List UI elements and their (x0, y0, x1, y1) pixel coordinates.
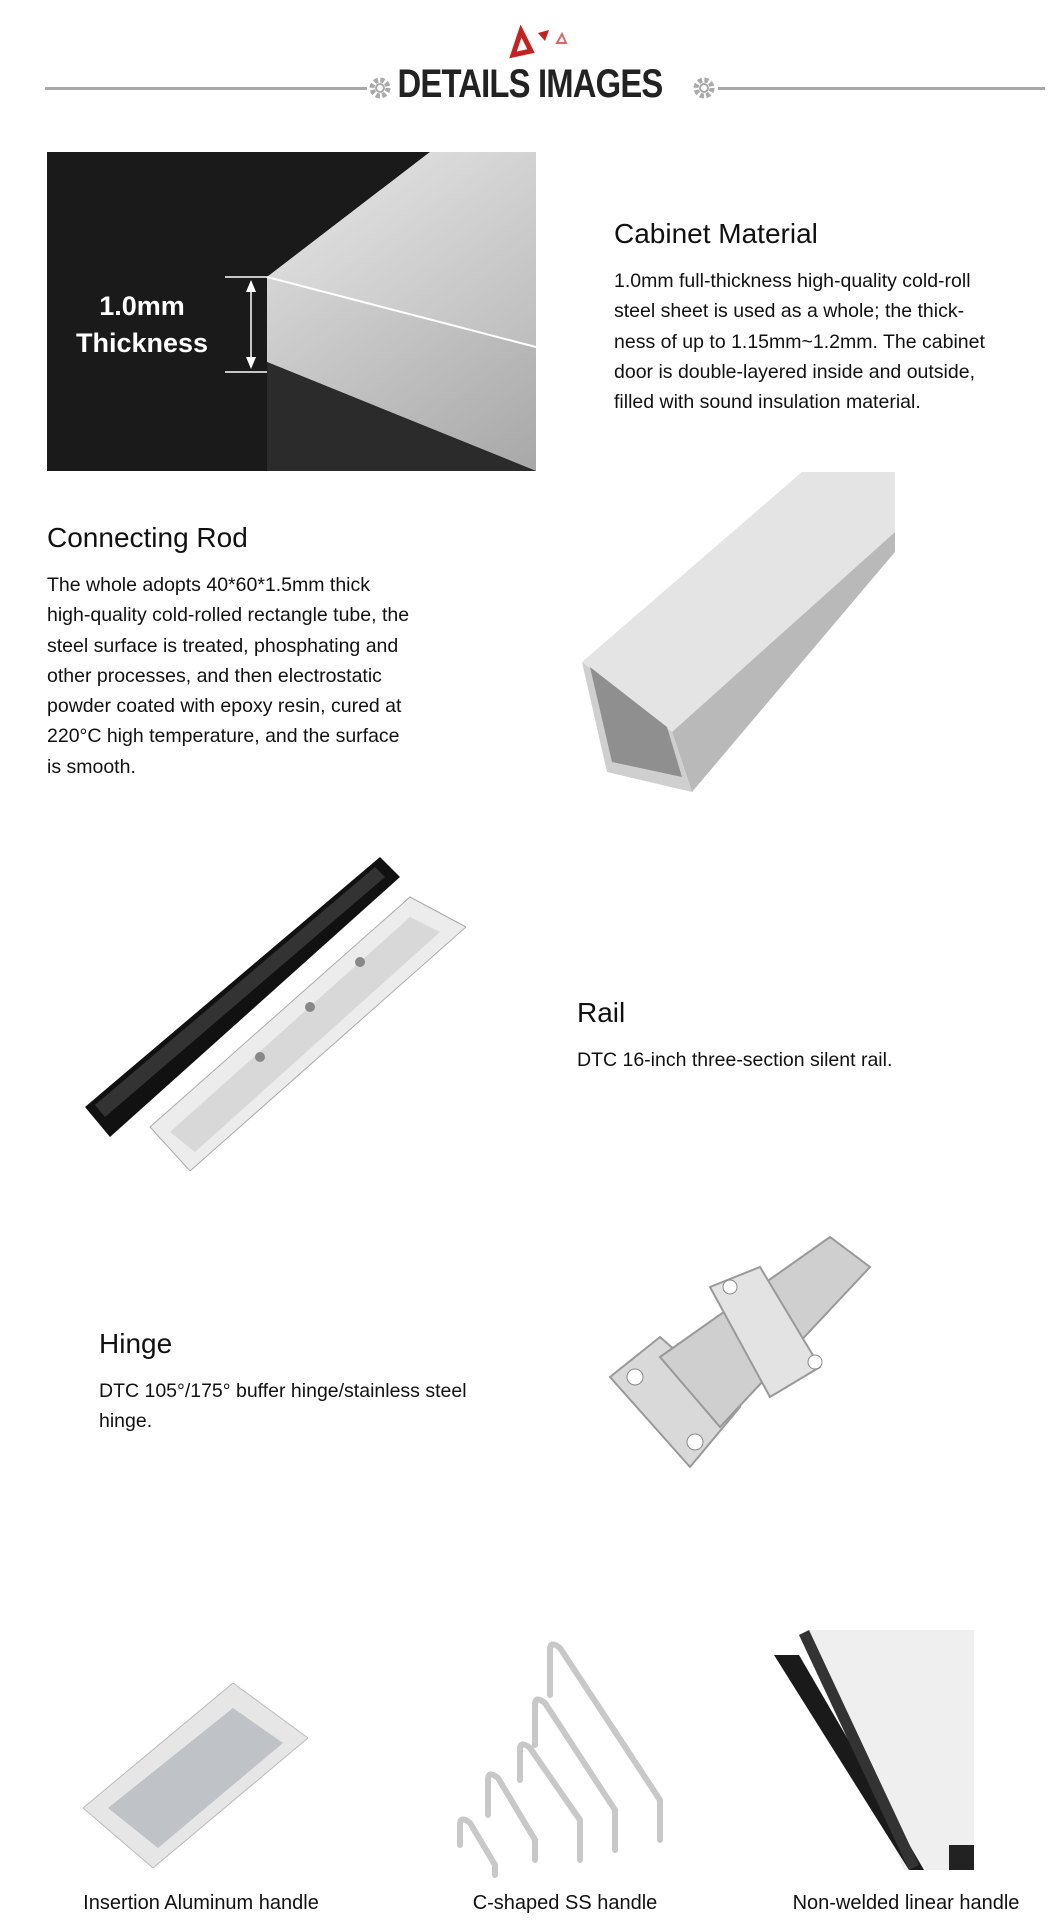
text-line: other processes, and then electrostatic (47, 664, 382, 687)
text-line: 220°C high temperature, and the surface (47, 725, 400, 748)
text-line: 1.0mm full-thickness high-quality cold-roll (614, 270, 971, 292)
text-line: high-quality cold-rolled rectangle tube, the (47, 604, 410, 627)
text-line: powder coated with epoxy resin, cured at (47, 695, 402, 718)
section-heading-cabinet-material: Cabinet Material (614, 218, 818, 249)
text-line: is smooth. (47, 755, 136, 778)
text-line: The whole adopts 40*60*1.5mm thick (47, 574, 371, 596)
text-line: door is double-layered inside and outside, (614, 360, 975, 383)
rectangle-tube-image (582, 472, 895, 792)
page-title: DETAILS IMAGES (397, 62, 663, 106)
handle-caption-non-welded-linear: Non-welded linear handle (792, 1892, 1020, 1914)
cabinet-material-description (614, 266, 985, 417)
connecting-rod-description (47, 570, 409, 782)
text-line: DTC 16-inch three-section silent rail. (577, 1049, 893, 1071)
text-line: DTC 105°/175° buffer hinge/stainless steel (99, 1380, 467, 1402)
text-line: ness of up to 1.15mm~1.2mm. The cabinet (614, 330, 985, 353)
hinge-description (99, 1376, 467, 1437)
text-line: hinge. (99, 1410, 153, 1433)
section-heading-rail: Rail (577, 997, 626, 1028)
hinge-image (600, 1227, 888, 1514)
drawer-rail-image (80, 857, 466, 1171)
thickness-label: Thickness (75, 328, 209, 358)
c-shaped-handle-image (450, 1640, 666, 1880)
section-heading-connecting-rod: Connecting Rod (47, 522, 248, 553)
text-line: filled with sound insulation material. (614, 391, 921, 414)
thickness-value-label: 1.0mm (99, 291, 185, 321)
text-line: steel surface is treated, phosphating and (47, 634, 399, 657)
handle-caption-c-shaped: C-shaped SS handle (472, 1892, 658, 1914)
triangles-logo-icon (505, 25, 575, 60)
text-line: steel sheet is used as a whole; the thick- (614, 300, 965, 323)
rail-description (577, 1045, 892, 1075)
section-heading-hinge: Hinge (99, 1328, 173, 1359)
insertion-aluminum-handle-image (83, 1683, 308, 1868)
linear-handle-image (774, 1625, 974, 1875)
handle-caption-insertion-aluminum: Insertion Aluminum handle (83, 1892, 319, 1914)
